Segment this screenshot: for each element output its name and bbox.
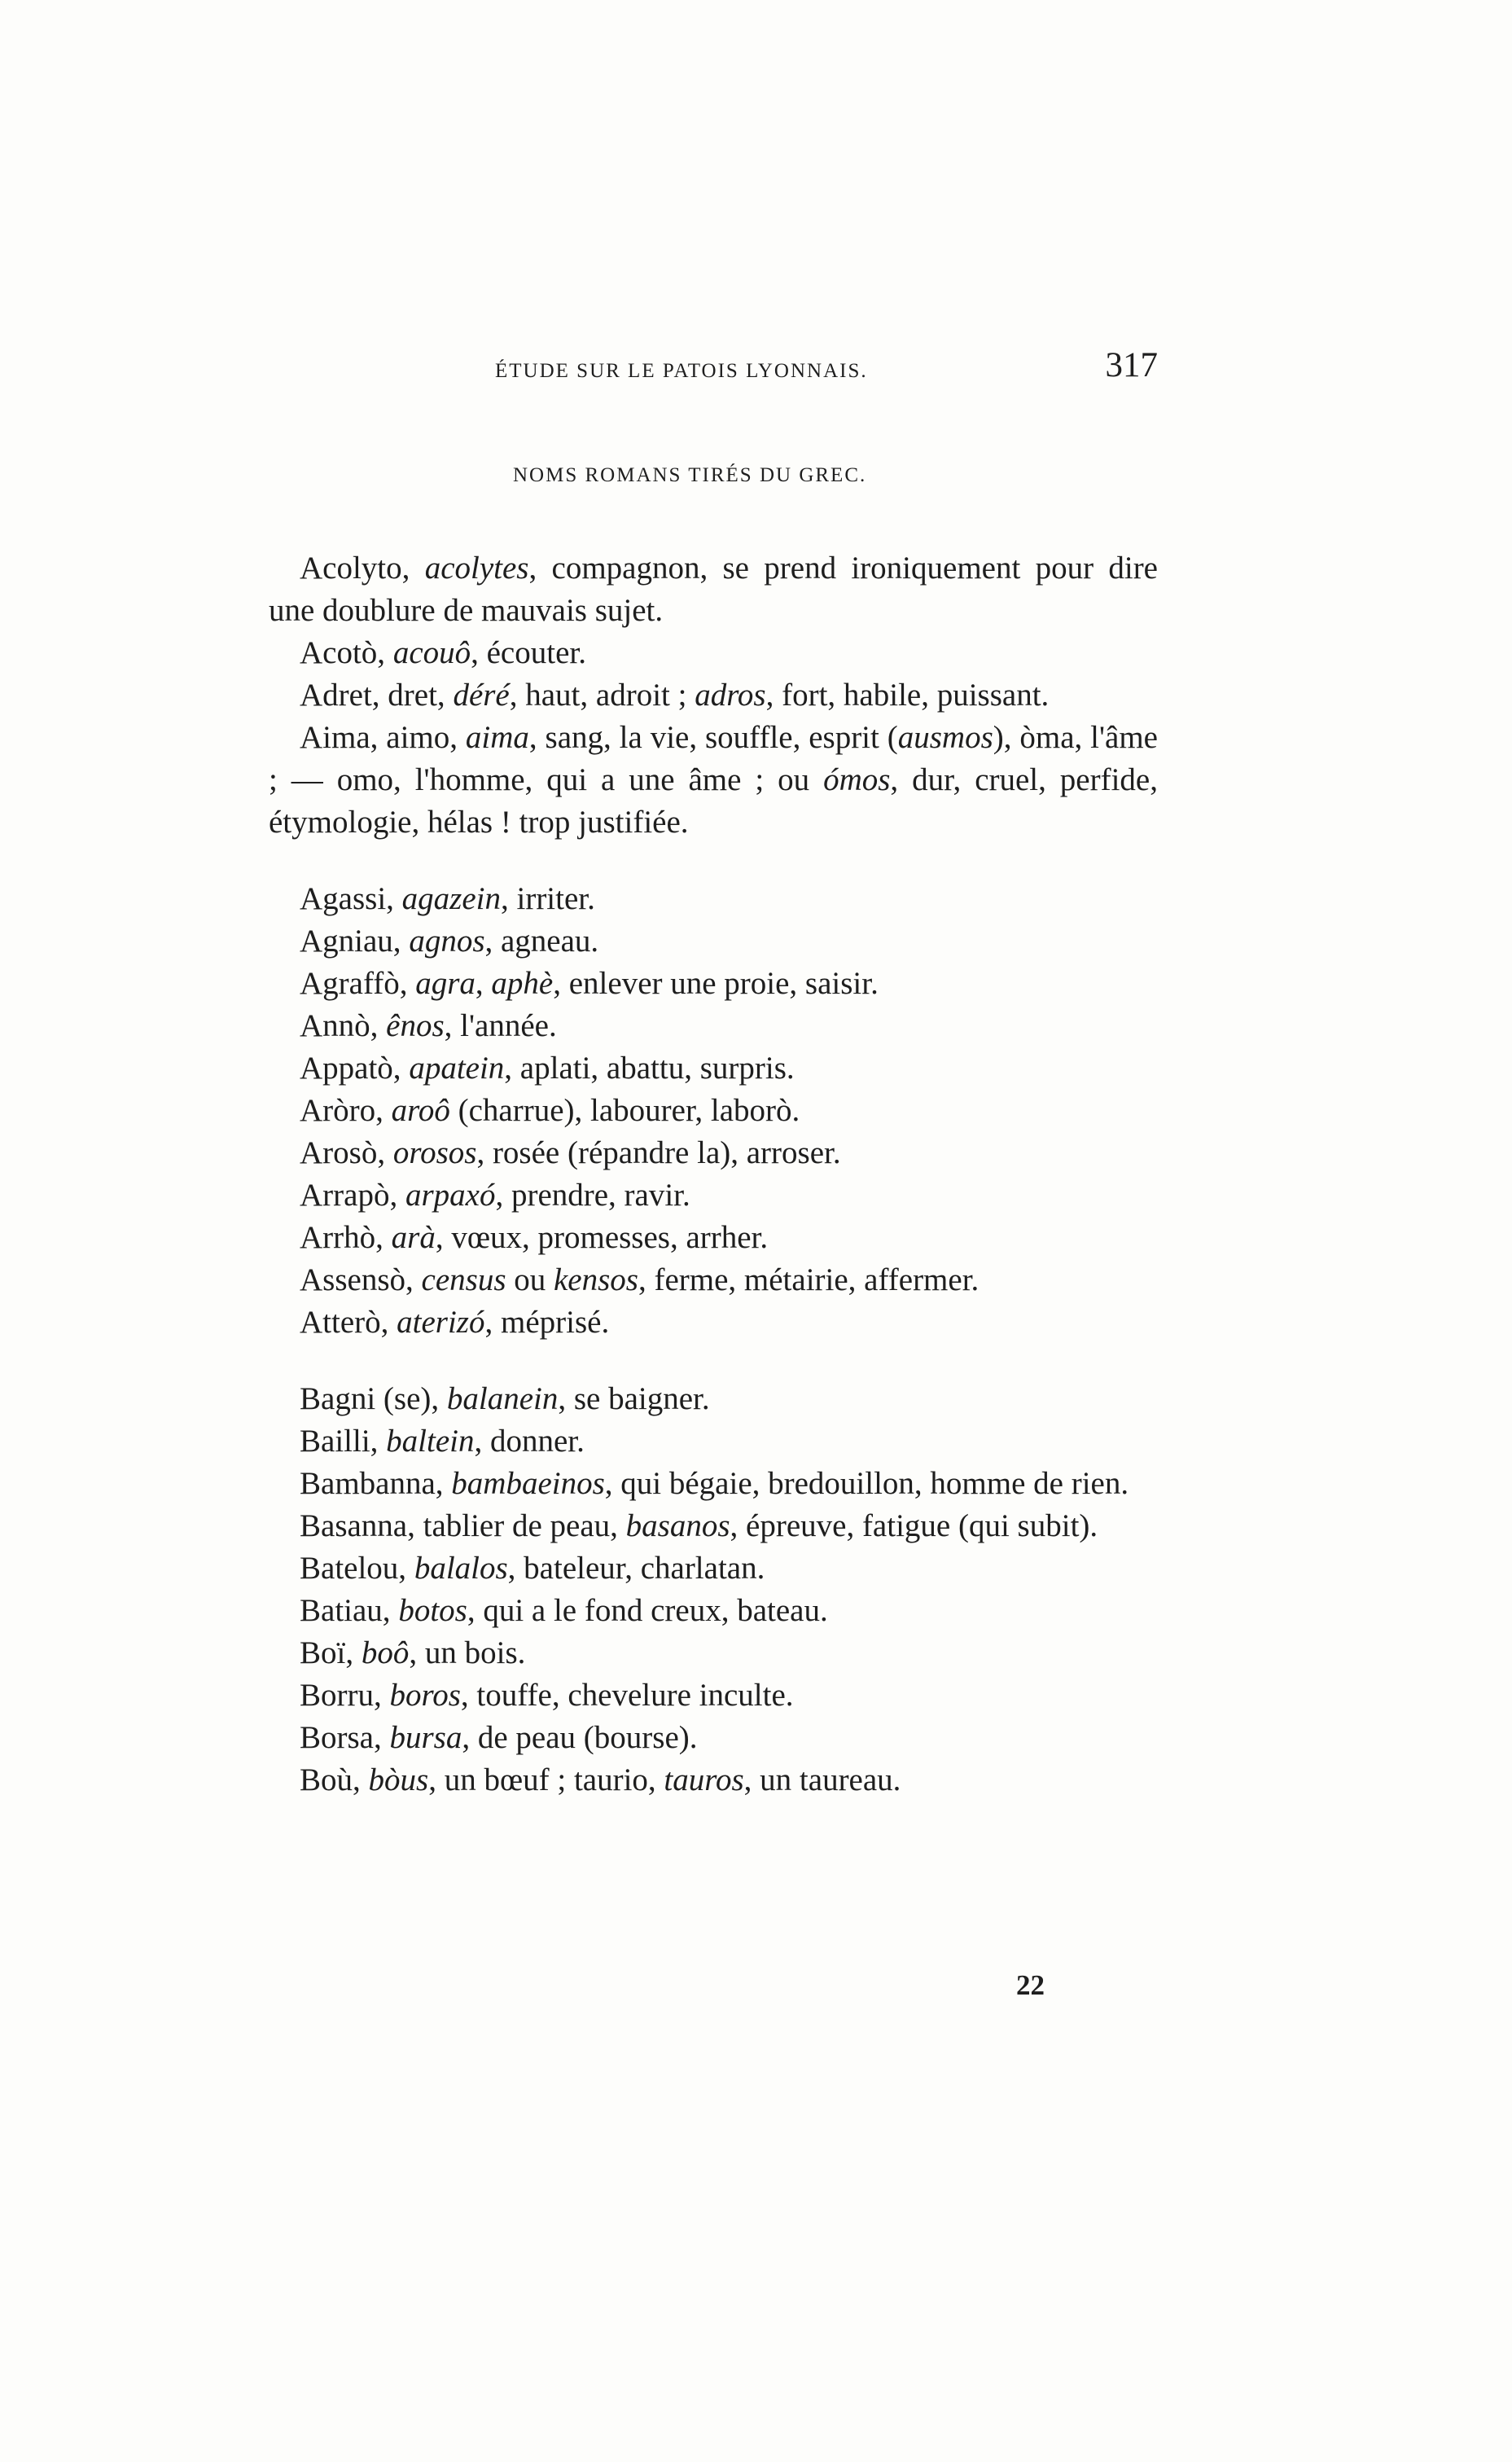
entry-text: , haut, adroit ;: [509, 678, 695, 713]
entry-text: Bambanna,: [300, 1466, 452, 1501]
entry-text: (charrue), labourer, laborò.: [449, 1093, 800, 1128]
entry-text: Bailli,: [300, 1424, 387, 1459]
entry-text: Assensò,: [300, 1262, 422, 1297]
glossary-entry: [269, 1217, 1158, 1259]
entry-etymon: aterizó: [397, 1305, 485, 1340]
entry-text: Batelou,: [300, 1551, 414, 1586]
glossary-entry: [269, 878, 1158, 920]
entry-text: , compagnon, se prend ironiquement pour dire une doublure de mauvais sujet.: [269, 551, 1158, 628]
glossary-entry: [269, 1259, 1158, 1301]
entry-text: Bagni (se),: [300, 1381, 447, 1416]
entry-etymon: agnos: [409, 924, 485, 959]
glossary-entry: [269, 963, 1158, 1005]
running-header: [269, 345, 1158, 394]
glossary-entry: [269, 1674, 1158, 1717]
entry-text: Arrhò,: [300, 1220, 392, 1255]
glossary-entry: [269, 1005, 1158, 1047]
entry-etymon: bambaeinos: [451, 1466, 605, 1501]
glossary-entry: [269, 674, 1158, 717]
entry-text: Boï,: [300, 1635, 362, 1670]
entry-text: , épreuve, fatigue (qui subit).: [730, 1508, 1098, 1543]
entry-text: , se baigner.: [558, 1381, 710, 1416]
entry-text: , méprisé.: [484, 1305, 610, 1340]
glossary-entry: [269, 1301, 1158, 1344]
entry-etymon: aphè: [491, 966, 554, 1001]
entry-text: , touffe, chevelure inculte.: [460, 1678, 794, 1713]
entry-etymon: tauros: [664, 1762, 744, 1797]
entry-text: , rosée (répandre la), arroser.: [476, 1135, 841, 1170]
entry-text: , vœux, promesses, arrher.: [435, 1220, 769, 1255]
entry-etymon: déré: [453, 678, 510, 713]
glossary-body: [269, 547, 1158, 1802]
glossary-entry: [269, 547, 1158, 632]
entry-text: Annò,: [300, 1008, 387, 1043]
section-title: NOMS ROMANS TIRÉS DU GREC.: [513, 464, 867, 486]
entry-text: , aplati, abattu, surpris.: [504, 1051, 795, 1086]
glossary-entry: [269, 1759, 1158, 1802]
entry-text: Arrapò,: [300, 1178, 405, 1213]
entry-text: Acolyto,: [300, 551, 425, 586]
entry-etymon: botos: [398, 1593, 467, 1628]
glossary-entry: [269, 1717, 1158, 1759]
entry-text: , irriter.: [501, 881, 595, 916]
entry-text: Agraffò,: [300, 966, 416, 1001]
entry-text: , agneau.: [484, 924, 599, 959]
entry-text: , fort, habile, puissant.: [765, 678, 1050, 713]
entry-etymon: aima: [465, 720, 529, 755]
entry-text: Borru,: [300, 1678, 390, 1713]
running-title: ÉTUDE SUR LE PATOIS LYONNAIS.: [495, 360, 868, 382]
entry-etymon: basanos: [625, 1508, 730, 1543]
glossary-entry: [269, 1463, 1158, 1505]
entry-text: Adret, dret,: [300, 678, 454, 713]
entry-text: , dur, cruel, perfide, étymologie, hélas ! trop justifiée.: [269, 762, 1158, 840]
entry-text: , qui bégaie, bredouillon, homme de rien.: [604, 1466, 1129, 1501]
entry-etymon: ênos: [386, 1008, 445, 1043]
entry-etymon: adros: [695, 678, 766, 713]
entry-text: , sang, la vie, souffle, esprit (: [528, 720, 898, 755]
entry-etymon: boô: [361, 1635, 410, 1670]
page-number: 317: [1105, 346, 1158, 384]
entry-text: Borsa,: [300, 1720, 390, 1755]
entry-text: , enlever une proie, saisir.: [553, 966, 879, 1001]
entry-text: , prendre, ravir.: [495, 1178, 690, 1213]
entry-text: Atterò,: [300, 1305, 397, 1340]
entry-text: ), òma, l'âme ; — omo, l'homme, qui a une âme ; ou: [269, 720, 1158, 797]
entry-text: , donner.: [474, 1424, 585, 1459]
entry-text: ou: [506, 1262, 554, 1297]
entry-text: Boù,: [300, 1762, 369, 1797]
entry-text: , écouter.: [471, 635, 586, 670]
entry-text: Agniau,: [300, 924, 410, 959]
glossary-entry: [269, 1590, 1158, 1632]
glossary-entry: [269, 1420, 1158, 1463]
entry-etymon: agra: [415, 966, 476, 1001]
entry-etymon: acolytes: [424, 551, 529, 586]
glossary-entry: [269, 1047, 1158, 1090]
entry-etymon: arà: [391, 1220, 436, 1255]
entry-etymon: arpaxó: [405, 1178, 496, 1213]
entry-etymon: kensos: [554, 1262, 638, 1297]
entry-etymon: balanein: [446, 1381, 559, 1416]
entry-etymon: acouô: [392, 635, 471, 670]
glossary-entry: [269, 920, 1158, 963]
entry-text: Batiau,: [300, 1593, 399, 1628]
glossary-entry: [269, 1632, 1158, 1674]
entry-text: Appatò,: [300, 1051, 410, 1086]
entry-text: , bateleur, charlatan.: [507, 1551, 765, 1586]
entry-text: ,: [475, 966, 492, 1001]
glossary-entry: [269, 632, 1158, 674]
entry-text: , l'année.: [444, 1008, 557, 1043]
entry-text: Agassi,: [300, 881, 402, 916]
entry-text: Aròro,: [300, 1093, 392, 1128]
entry-text: , un taureau.: [743, 1762, 901, 1797]
entry-text: Basanna, tablier de peau,: [300, 1508, 626, 1543]
entry-text: Acotò,: [300, 635, 393, 670]
entry-etymon: orosos: [392, 1135, 477, 1170]
entry-etymon: census: [421, 1262, 506, 1297]
entry-etymon: bursa: [389, 1720, 462, 1755]
entry-text: Aima, aimo,: [300, 720, 466, 755]
entry-etymon: aroô: [391, 1093, 450, 1128]
entry-etymon: agazein: [401, 881, 501, 916]
entry-etymon: balalos: [414, 1551, 508, 1586]
entry-text: Arosò,: [300, 1135, 393, 1170]
entry-text: , un bœuf ; taurio,: [428, 1762, 664, 1797]
entry-text: , un bois.: [409, 1635, 526, 1670]
entry-etymon: ausmos: [897, 720, 993, 755]
glossary-entry: [269, 1090, 1158, 1132]
entry-text: , ferme, métairie, affermer.: [638, 1262, 980, 1297]
entry-etymon: baltein: [386, 1424, 475, 1459]
entry-etymon: bòus: [368, 1762, 429, 1797]
entry-etymon: boros: [389, 1678, 461, 1713]
glossary-entry: [269, 1132, 1158, 1174]
entry-etymon: ómos: [823, 762, 891, 797]
group-separator: [269, 844, 1158, 878]
glossary-entry: [269, 1505, 1158, 1547]
glossary-entry: [269, 1378, 1158, 1420]
glossary-entry: [269, 1174, 1158, 1217]
printer-signature-mark: 22: [1016, 1969, 1045, 2001]
entry-text: , qui a le fond creux, bateau.: [467, 1593, 828, 1628]
glossary-entry: [269, 717, 1158, 844]
entry-etymon: apatein: [409, 1051, 505, 1086]
entry-text: , de peau (bourse).: [462, 1720, 698, 1755]
glossary-entry: [269, 1547, 1158, 1590]
group-separator: [269, 1344, 1158, 1378]
